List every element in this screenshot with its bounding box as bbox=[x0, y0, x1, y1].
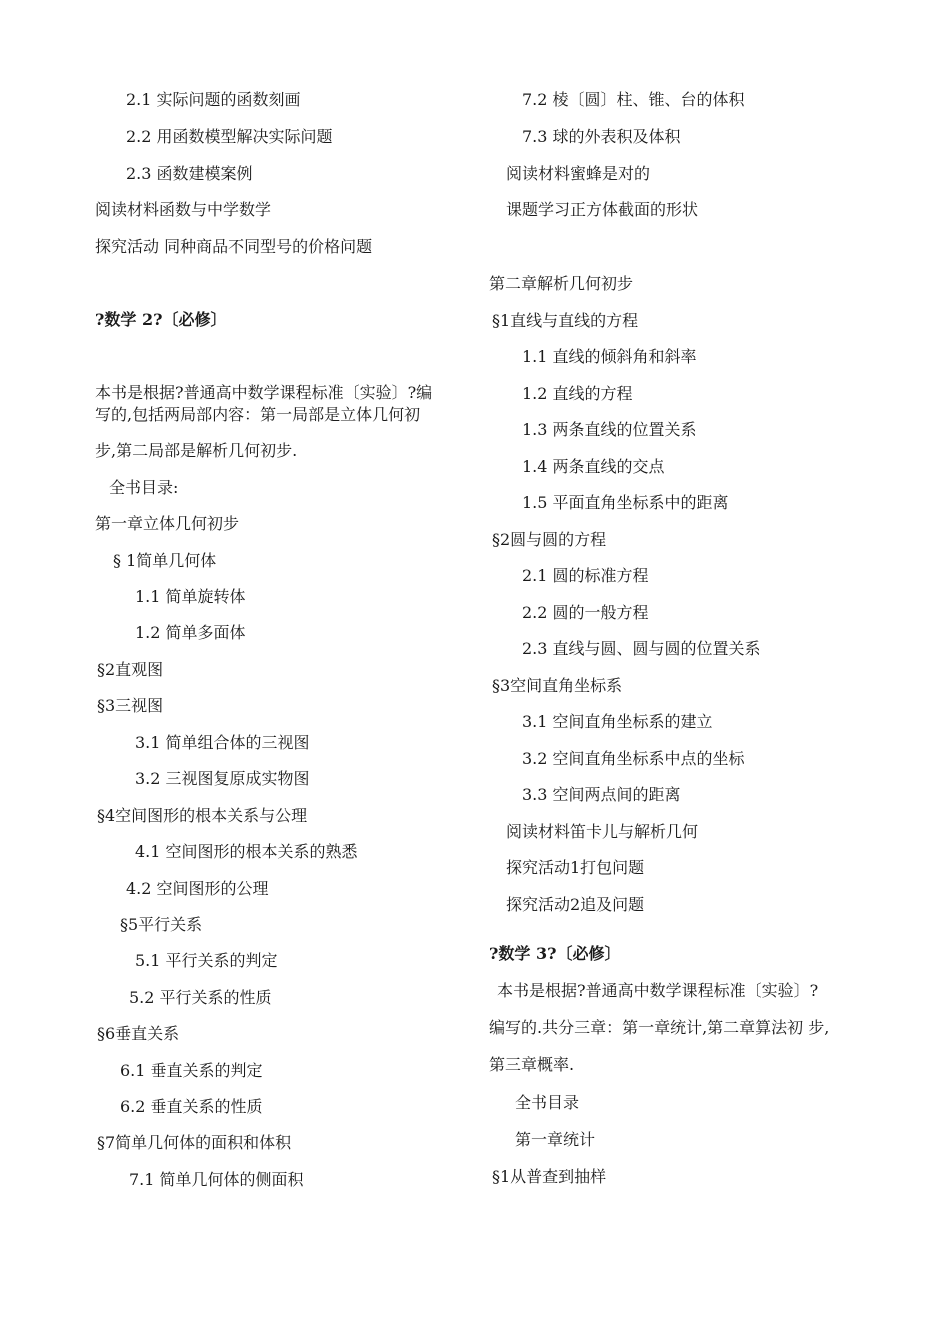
r-section-1: §1直线与直线的方程 bbox=[492, 311, 639, 330]
explore-activity-1: 探究活动1打包问题 bbox=[506, 858, 645, 877]
section-2: §2直观图 bbox=[97, 660, 164, 679]
section-3-2: 3.2 三视图复原成实物图 bbox=[135, 769, 310, 788]
section-6-2: 6.2 垂直关系的性质 bbox=[120, 1097, 263, 1116]
section-4-1: 4.1 空间图形的根本关系的熟悉 bbox=[135, 842, 358, 861]
reading-material: 阅读材料函数与中学数学 bbox=[95, 200, 272, 219]
r-section-3-3: 3.3 空间两点间的距离 bbox=[522, 785, 681, 804]
r-section-1-2: 1.2 直线的方程 bbox=[522, 384, 633, 403]
toc-entry-2-3: 2.3 函数建模案例 bbox=[126, 164, 253, 183]
topic-study-cube: 课题学习正方体截面的形状 bbox=[506, 200, 699, 219]
book2-intro-line2: 写的,包括两局部内容：第一局部是立体几何初 bbox=[95, 405, 421, 424]
r-section-3-2: 3.2 空间直角坐标系中点的坐标 bbox=[522, 749, 745, 768]
chapter-2-title: 第二章解析几何初步 bbox=[489, 274, 634, 293]
section-3-1: 3.1 简单组合体的三视图 bbox=[135, 733, 310, 752]
book3-chapter-1-title: 第一章统计 bbox=[515, 1130, 596, 1149]
r-section-2-2: 2.2 圆的一般方程 bbox=[522, 603, 649, 622]
r-section-2: §2圆与圆的方程 bbox=[492, 530, 607, 549]
r-section-1-1: 1.1 直线的倾斜角和斜率 bbox=[522, 347, 697, 366]
section-7: §7简单几何体的面积和体积 bbox=[97, 1133, 292, 1152]
chapter-1-title: 第一章立体几何初步 bbox=[95, 514, 240, 533]
section-6-1: 6.1 垂直关系的判定 bbox=[120, 1061, 263, 1080]
section-5: §5平行关系 bbox=[120, 915, 203, 934]
section-7-3: 7.3 球的外表积及体积 bbox=[522, 127, 681, 146]
r-section-1-4: 1.4 两条直线的交点 bbox=[522, 457, 665, 476]
r-section-2-3: 2.3 直线与圆、圆与圆的位置关系 bbox=[522, 639, 761, 658]
section-7-1: 7.1 简单几何体的侧面积 bbox=[129, 1170, 304, 1189]
explore-activity-2: 探究活动2追及问题 bbox=[506, 895, 645, 914]
r-section-2-1: 2.1 圆的标准方程 bbox=[522, 566, 649, 585]
section-3: §3三视图 bbox=[97, 696, 164, 715]
toc-entry-2-1: 2.1 实际问题的函数刻画 bbox=[126, 90, 301, 109]
book2-title: ?数学 2?〔必修〕 bbox=[95, 310, 227, 329]
section-7-2: 7.2 棱〔圆〕柱、锥、台的体积 bbox=[522, 90, 745, 109]
section-1-1: 1.1 简单旋转体 bbox=[135, 587, 246, 606]
toc-label: 全书目录: bbox=[109, 478, 179, 497]
section-1: § 1简单几何体 bbox=[113, 551, 217, 570]
book2-intro-line3: 步,第二局部是解析几何初步. bbox=[95, 441, 298, 460]
section-5-2: 5.2 平行关系的性质 bbox=[129, 988, 272, 1007]
section-4-2: 4.2 空间图形的公理 bbox=[126, 879, 269, 898]
section-1-2: 1.2 简单多面体 bbox=[135, 623, 246, 642]
toc-entry-2-2: 2.2 用函数模型解决实际问题 bbox=[126, 127, 333, 146]
explore-activity: 探究活动 同种商品不同型号的价格问题 bbox=[95, 237, 373, 256]
book3-intro-line2: 编写的.共分三章：第一章统计,第二章算法初 步, bbox=[489, 1018, 830, 1037]
book3-title: ?数学 3?〔必修〕 bbox=[489, 944, 621, 963]
r-section-1-5: 1.5 平面直角坐标系中的距离 bbox=[522, 493, 729, 512]
section-4: §4空间图形的根本关系与公理 bbox=[97, 806, 308, 825]
book3-intro-line3: 第三章概率. bbox=[489, 1055, 575, 1074]
book3-intro-line1: 本书是根据?普通高中数学课程标准〔实验〕? bbox=[497, 981, 819, 1000]
book2-intro-line1: 本书是根据?普通高中数学课程标准〔实验〕?编 bbox=[95, 383, 433, 402]
section-5-1: 5.1 平行关系的判定 bbox=[135, 951, 278, 970]
reading-material-descartes: 阅读材料笛卡儿与解析几何 bbox=[506, 822, 699, 841]
book3-toc-label: 全书目录 bbox=[515, 1093, 580, 1112]
reading-material-bees: 阅读材料蜜蜂是对的 bbox=[506, 164, 651, 183]
section-6: §6垂直关系 bbox=[97, 1024, 180, 1043]
r-section-3-1: 3.1 空间直角坐标系的建立 bbox=[522, 712, 713, 731]
r-section-1-3: 1.3 两条直线的位置关系 bbox=[522, 420, 697, 439]
book3-section-1: §1从普查到抽样 bbox=[492, 1167, 607, 1186]
r-section-3: §3空间直角坐标系 bbox=[492, 676, 623, 695]
